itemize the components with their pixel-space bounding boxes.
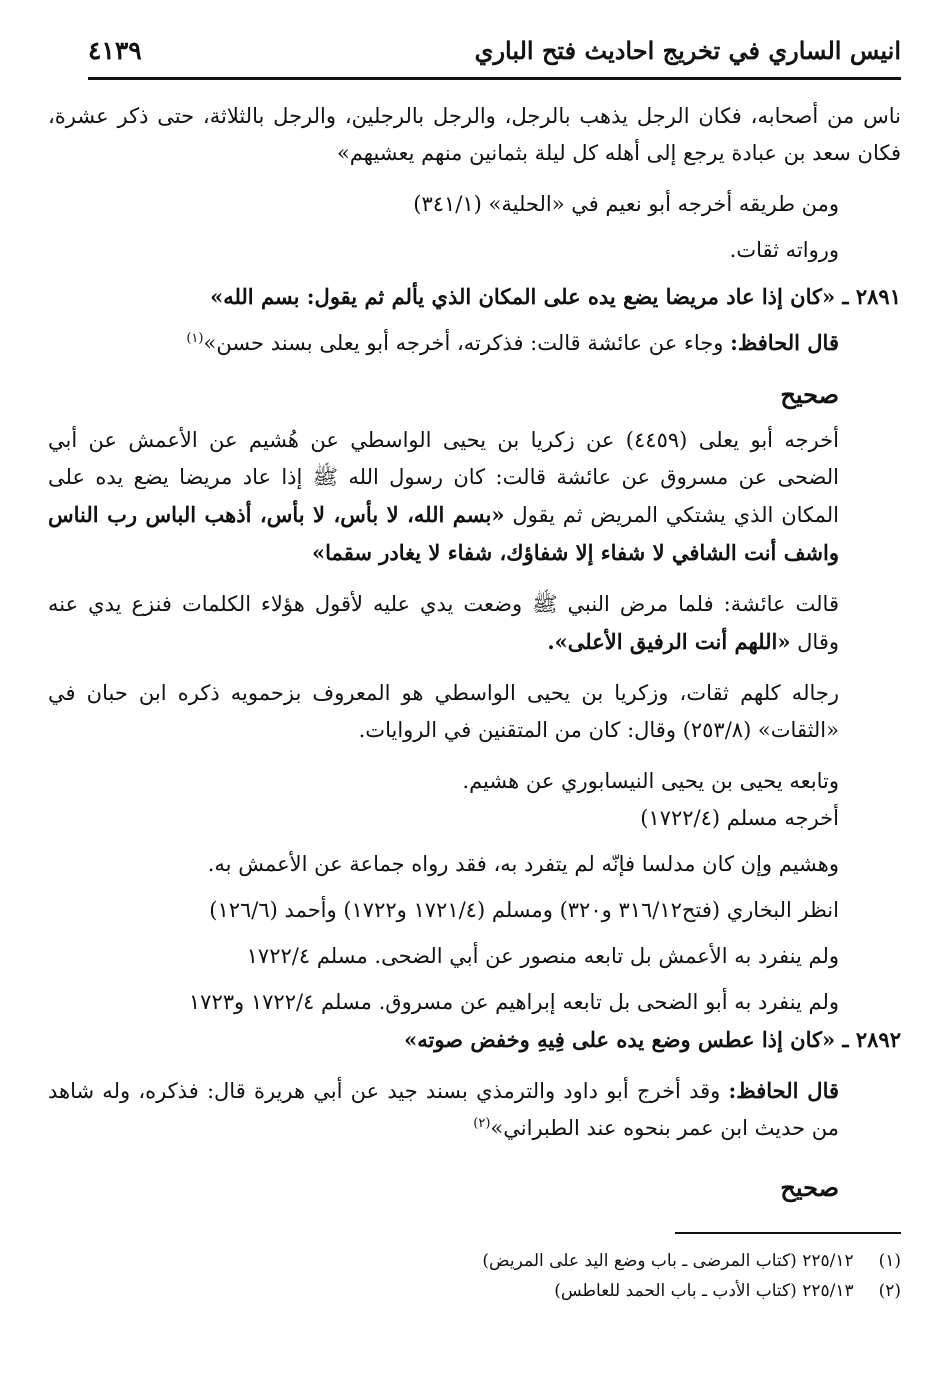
main-text	[48, 98, 901, 1206]
paragraph-muslim: أخرجه مسلم (١٧٢٢/٤)	[640, 806, 839, 830]
paragraph-abu-yala	[48, 422, 901, 572]
grade-sahih-2: صحيح	[780, 1173, 839, 1202]
paragraph-references: انظر البخاري (فتح٣١٦/١٢ و٣٢٠) ومسلم (١٧٢١/٤ و١٧٢٢) وأحمد (١٢٦/٦)	[209, 898, 839, 922]
paragraph-ibrahim: ولم ينفرد به أبو الضحى بل تابعه إبراهيم عن مسروق. مسلم ١٧٢٢/٤ و١٧٢٣	[188, 990, 839, 1014]
paragraph-mutaba: وتابعه يحيى بن يحيى النيسابوري عن هشيم.	[462, 769, 839, 793]
footnote-number: (١)	[878, 1251, 901, 1271]
footnote-ref-1: (١)	[186, 331, 204, 346]
footnote-item	[48, 1276, 901, 1306]
paragraph-continuation: ناس من أصحابه، فكان الرجل يذهب بالرجل، والرجل بالرجلين، والرجل بالثلاثة، حتى ذكر عشرة، فكان سعد بن عبادة يرجع إلى أهله كل ليلة بثمانين منهم يعشيهم»	[48, 104, 901, 165]
hadith-heading-2891: ٢٨٩١ ـ «كان إذا عاد مريضا يضع يده على المكان الذي يألم ثم يقول: بسم الله»	[210, 284, 901, 309]
page-header	[88, 34, 901, 74]
paragraph-hushaym: وهشيم وإن كان مدلسا فإنّه لم يتفرد به، فقد رواه جماعة عن الأعمش به.	[207, 852, 839, 876]
hafiz-text: وجاء عن عائشة قالت: فذكرته، أخرجه أبو يعلى بسند حسن»	[203, 331, 724, 355]
paragraph-abu-yala-text: أخرجه أبو يعلى (٤٤٥٩) عن زكريا بن يحيى الواسطي عن هُشيم عن الأعمش عن أبي الضحى عن مسروق عن عائشة قالت: كان رسول الله ﷺ إذا عاد مريضا يضع يده على المكان الذي يشتكي المريض ثم يقول	[48, 428, 840, 527]
paragraph-aisha	[48, 586, 901, 661]
paragraph-mansur: ولم ينفرد به الأعمش بل تابعه منصور عن أبي الضحى. مسلم ١٧٢٢/٤	[246, 944, 839, 968]
hafiz-label: قال الحافظ:	[728, 1078, 840, 1103]
hafiz-comment-1	[48, 324, 901, 362]
paragraph-takhrij: ومن طريقه أخرجه أبو نعيم في «الحلية» (٣٤١/١)	[413, 192, 839, 216]
paragraph-rijal: رجاله كلهم ثقات، وزكريا بن يحيى الواسطي هو المعروف بزحمويه ذكره ابن حبان في «الثقات» (٢٥٣/٨) وقال: كان من المتقنين في الروايات.	[48, 681, 839, 742]
hafiz-text: وقد أخرج أبو داود والترمذي بسند جيد عن أبي هريرة قال: فذكره، وله شاهد من حديث ابن عمر بنحوه عند الطبراني»	[48, 1079, 839, 1140]
paragraph-narrators: ورواته ثقات.	[729, 238, 839, 262]
footnotes	[48, 1232, 901, 1306]
footnote-text: ٢٢٥/١٢ (كتاب المرضى ـ باب وضع اليد على المريض)	[482, 1251, 854, 1271]
running-title: انيس الساري في تخريج احاديث فتح الباري	[474, 36, 901, 65]
footnote-item	[48, 1246, 901, 1276]
footnote-text: ٢٢٥/١٣ (كتاب الأدب ـ باب الحمد للعاطس)	[554, 1281, 854, 1301]
hafiz-comment-2	[48, 1072, 901, 1147]
footnote-rule	[675, 1232, 901, 1234]
footnote-ref-2: (٢)	[473, 1116, 491, 1131]
dua-text: «بسم الله، لا بأس، لا بأس، أذهب الباس رب الناس واشف أنت الشافي لا شفاء إلا شفاؤك، شفاء لا يغادر سقما»	[48, 502, 839, 565]
hadith-heading-2892: ٢٨٩٢ ـ «كان إذا عطس وضع يده على فِيهِ وخفض صوته»	[404, 1027, 901, 1052]
header-rule	[88, 77, 901, 80]
paragraph-aisha-text: قالت عائشة: فلما مرض النبي ﷺ وضعت يدي عليه لأقول هؤلاء الكلمات فنزع يدي عنه وقال	[48, 592, 839, 654]
hafiz-label: قال الحافظ:	[730, 330, 839, 355]
page-number: ٤١٣٩	[88, 36, 142, 65]
dua-rafiq: «اللهم أنت الرفيق الأعلى».	[547, 629, 791, 654]
footnote-number: (٢)	[878, 1281, 901, 1301]
grade-sahih-1: صحيح	[780, 380, 839, 409]
